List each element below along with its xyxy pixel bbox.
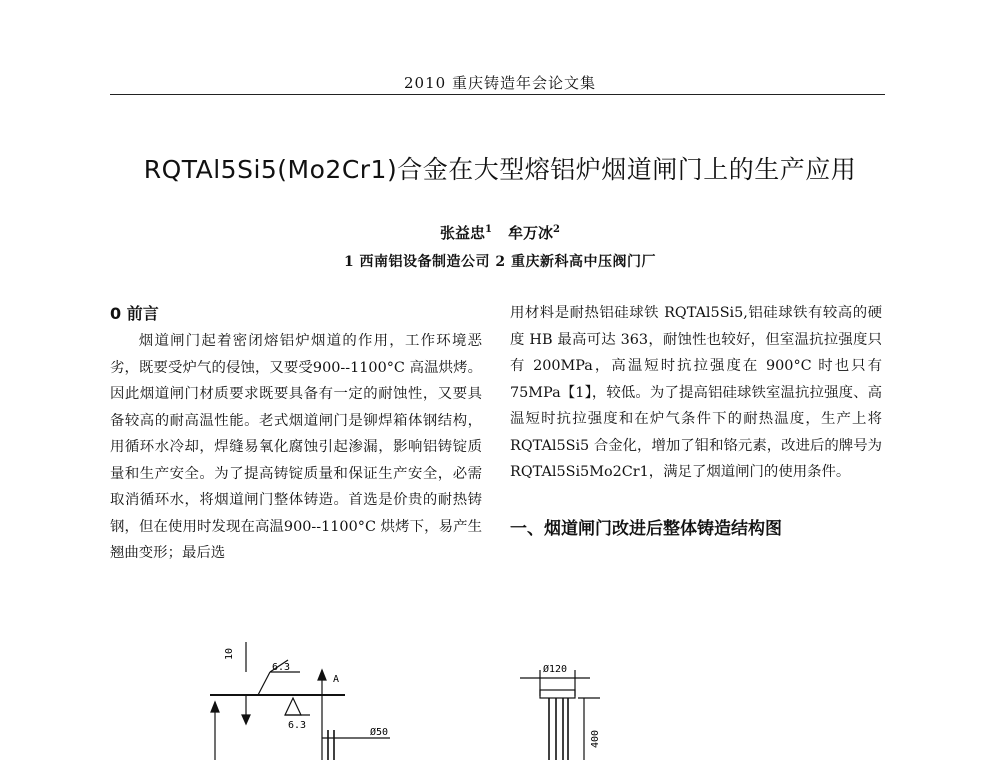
author-2-name: 牟万冰 [508, 224, 554, 242]
running-header: 2010 重庆铸造年会论文集 [404, 74, 596, 92]
dim-10-arrow [242, 715, 250, 724]
flange-block [540, 690, 575, 698]
label-dia-50: Ø50 [370, 727, 389, 738]
affiliations: 1 西南铝设备制造公司 2 重庆新科高中压阀门厂 [343, 254, 657, 270]
label-rough-2: 6.3 [288, 720, 307, 731]
label-rough-1: 6.3 [272, 662, 291, 673]
right-column [510, 300, 882, 558]
paper-title: RQTAl5Si5(Mo2Cr1)合金在大型熔铝炉烟道闸门上的生产应用 [143, 155, 857, 184]
drawing-svg [0, 630, 1000, 760]
section-0-left-text: 烟道闸门起着密闭熔铝炉烟道的作用，工作环境恶劣，既要受炉气的侵蚀，又要受900--1100°C 高温烘烤。因此烟道闸门材质要求既要具备有一定的耐蚀性，又要具备较高的耐高温性能。老式烟道闸门是铆焊箱体钢结构，用循环水冷却，焊缝易氧化腐蚀引起渗漏，影响铝铸锭质量和生产安全。为了提高铸锭质量和保证生产安全，必需取消循环水，将烟道闸门整体铸造。首选是价贵的耐热铸钢，但在使用时发现在高温900--1100°C 烘烤下，易产生翘曲变形；最后选 [110, 333, 482, 561]
author-1-sup: 1 [485, 224, 492, 235]
header-rule [110, 94, 885, 95]
left-dim-arrow [211, 702, 219, 712]
label-dim-400: 400 [590, 729, 601, 748]
section-0-right-text: 用材料是耐热铝硅球铁 RQTAl5Si5,铝硅球铁有较高的硬度 HB 最高可达 363，耐蚀性也较好，但室温抗拉强度只有 200MPa，高温短时抗拉强度在 900°C 时也只有 75MPa【1】，较低。为了提高铝硅球铁室温抗拉强度、高温短时抗拉强度和在炉气条件下的耐热温度，生产上将 RQTAl5Si5 合金化，增加了钼和铬元素，改进后的牌号为 RQTAl5Si5Mo2Cr1，满足了烟道闸门的使用条件。 [510, 305, 882, 480]
label-dia-120: Ø120 [543, 664, 568, 675]
left-column [110, 300, 482, 567]
author-1-name: 张益忠 [440, 224, 486, 242]
rough-symbol-2 [285, 698, 301, 715]
section-0-heading: 0 前言 [110, 304, 159, 323]
author-2-sup: 2 [553, 224, 560, 235]
rough-symbol-1-left [258, 672, 270, 695]
datum-arrow [318, 670, 326, 680]
structure-drawing [0, 630, 1000, 760]
section-1-heading: 一、烟道闸门改进后整体铸造结构图 [510, 518, 782, 539]
label-dim-10: 10 [224, 647, 235, 660]
author-line [0, 222, 1000, 243]
label-datum-a: A [333, 674, 340, 685]
